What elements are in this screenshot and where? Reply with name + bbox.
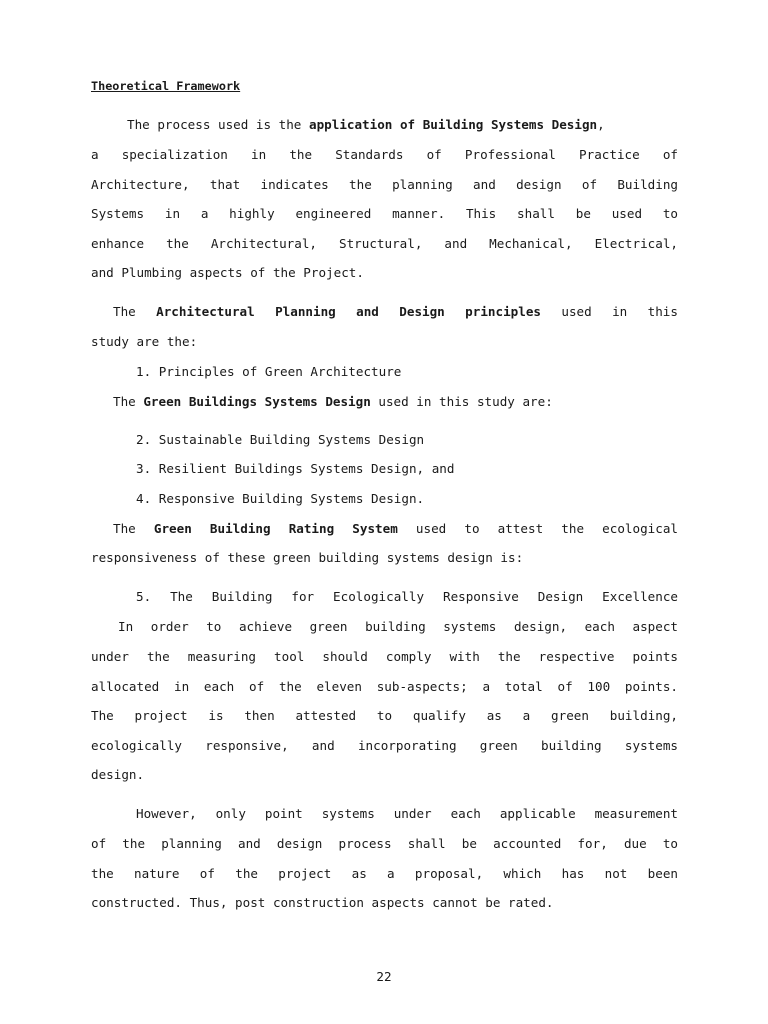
text-span: used to attest the ecological bbox=[397, 521, 678, 536]
paragraph-6-line-3: the nature of the project as a proposal, which has not been bbox=[91, 866, 678, 881]
bold-term: application of Building Systems Design bbox=[308, 117, 598, 132]
paragraph-5-line-3: allocated in each of the eleven sub-aspects; a total of 100 points. bbox=[91, 679, 678, 694]
paragraph-1-line-1 bbox=[127, 117, 678, 133]
paragraph-5-line-2: under the measuring tool should comply with the respective points bbox=[91, 649, 678, 664]
paragraph-3 bbox=[113, 394, 700, 410]
list-item-2: 2. Sustainable Building Systems Design bbox=[136, 432, 425, 447]
text-span: The bbox=[113, 521, 154, 536]
text-span: used in this study are: bbox=[370, 394, 553, 409]
list-item-5: 5. The Building for Ecologically Responsive Design Excellence bbox=[136, 589, 678, 604]
paragraph-5-line-4: The project is then attested to qualify as a green building, bbox=[91, 708, 678, 723]
paragraph-5-line-5: ecologically responsive, and incorporating green building systems bbox=[91, 738, 678, 753]
paragraph-2-line-2: study are the: bbox=[91, 334, 198, 349]
paragraph-5-line-6: design. bbox=[91, 767, 145, 782]
paragraph-1-line-4: Systems in a highly engineered manner. This shall be used to bbox=[91, 206, 678, 221]
section-heading: Theoretical Framework bbox=[91, 79, 241, 93]
list-item-3: 3. Resilient Buildings Systems Design, and bbox=[136, 461, 455, 476]
paragraph-1-line-5: enhance the Architectural, Structural, and Mechanical, Electrical, bbox=[91, 236, 678, 251]
paragraph-5-line-1: In order to achieve green building systems design, each aspect bbox=[118, 619, 678, 634]
paragraph-2-line-1 bbox=[113, 304, 678, 320]
paragraph-6-line-4: constructed. Thus, post construction aspects cannot be rated. bbox=[91, 895, 554, 910]
paragraph-6-line-1: However, only point systems under each applicable measurement bbox=[136, 806, 678, 821]
paragraph-1-line-2: a specialization in the Standards of Professional Practice of bbox=[91, 147, 678, 162]
text-span: The bbox=[113, 304, 157, 319]
text-span: , bbox=[597, 117, 605, 132]
paragraph-1-line-6: and Plumbing aspects of the Project. bbox=[91, 265, 364, 280]
paragraph-1-line-3: Architecture, that indicates the planning and design of Building bbox=[91, 177, 678, 192]
paragraph-4-line-1 bbox=[113, 521, 678, 537]
bold-term: Green Building Rating System bbox=[153, 521, 398, 536]
bold-term: Green Buildings Systems Design bbox=[143, 394, 371, 409]
paragraph-4-line-2: responsiveness of these green building systems design is: bbox=[91, 550, 524, 565]
list-item-4: 4. Responsive Building Systems Design. bbox=[136, 491, 425, 506]
text-span: The bbox=[113, 394, 144, 409]
text-span: used in this bbox=[540, 304, 678, 319]
page-number: 22 bbox=[376, 969, 392, 984]
text-span: The process used is the bbox=[127, 117, 309, 132]
list-item-1: 1. Principles of Green Architecture bbox=[136, 364, 402, 379]
bold-term: Architectural Planning and Design principles bbox=[156, 304, 541, 319]
paragraph-6-line-2: of the planning and design process shall be accounted for, due to bbox=[91, 836, 678, 851]
